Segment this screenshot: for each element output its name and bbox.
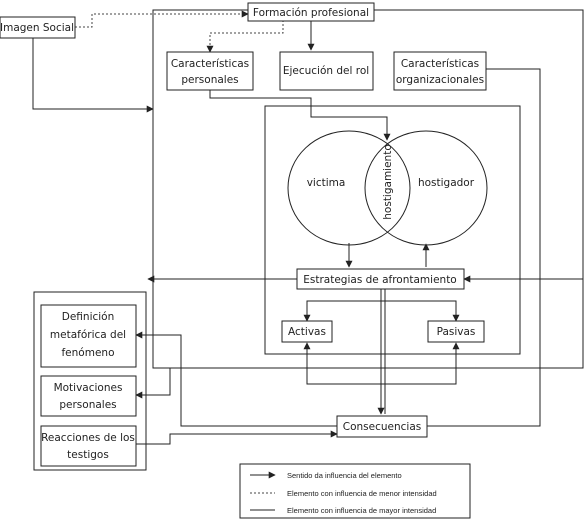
reacciones-to-consecuencias: [136, 434, 337, 444]
svg-text:Consecuencias: Consecuencias: [342, 421, 422, 433]
svg-text:personales: personales: [59, 399, 117, 411]
legend-dotted-label: Elemento con influencia de menor intensidad: [287, 489, 437, 498]
svg-text:Características: Características: [170, 58, 250, 70]
legend: [240, 464, 470, 518]
svg-text:Estrategias de afrontamiento: Estrategias de afrontamiento: [303, 274, 457, 286]
hostigamiento-label: hostigamiento: [382, 144, 394, 220]
motivaciones-node: [41, 376, 136, 416]
svg-text:Pasivas: Pasivas: [436, 326, 476, 338]
personales-to-hostigamiento: [210, 90, 387, 140]
svg-text:organizacionales: organizacionales: [395, 74, 485, 86]
formacion-profesional-node: [248, 3, 374, 21]
caracteristicas-organizacionales-node: [394, 52, 486, 90]
legend-solid-label: Elemento con influencia de mayor intensidad: [287, 506, 437, 515]
imagen-to-formacion-dotted: [75, 14, 248, 27]
svg-text:Formación profesional: Formación profesional: [252, 7, 370, 19]
estrategias-node: [297, 269, 464, 289]
svg-text:fenómeno: fenómeno: [61, 347, 115, 359]
svg-text:Ejecución del rol: Ejecución del rol: [282, 65, 370, 77]
imagen-social-node: [0, 17, 75, 38]
victima-label: victima: [306, 177, 346, 189]
caracteristicas-personales-node: [167, 52, 253, 90]
consecuencias-node: [337, 416, 427, 437]
imagen-to-frame-line: [33, 37, 153, 109]
ejecucion-rol-node: [280, 52, 373, 90]
svg-text:personales: personales: [181, 74, 239, 86]
inner-frame: [265, 106, 520, 354]
activas-node: [282, 321, 332, 342]
svg-text:Reacciones de los: Reacciones de los: [41, 432, 135, 444]
legend-arrow-label: Sentido da influencia del elemento: [287, 471, 402, 480]
svg-text:Definición: Definición: [61, 311, 115, 323]
hostigador-label: hostigador: [417, 177, 475, 189]
organizacionales-to-consecuencias: [427, 69, 540, 426]
svg-text:Imagen Social: Imagen Social: [0, 22, 75, 34]
svg-text:Motivaciones: Motivaciones: [53, 382, 123, 394]
svg-text:Activas: Activas: [288, 326, 326, 338]
frame-to-motivaciones: [136, 368, 170, 395]
svg-text:Características: Características: [400, 58, 480, 70]
svg-text:testigos: testigos: [67, 449, 109, 461]
definicion-node: [41, 305, 136, 367]
formacion-to-caracteristicas-dotted: [210, 20, 283, 52]
svg-text:metafórica del: metafórica del: [49, 329, 127, 341]
pasivas-node: [428, 321, 484, 342]
reacciones-node: [41, 426, 136, 466]
